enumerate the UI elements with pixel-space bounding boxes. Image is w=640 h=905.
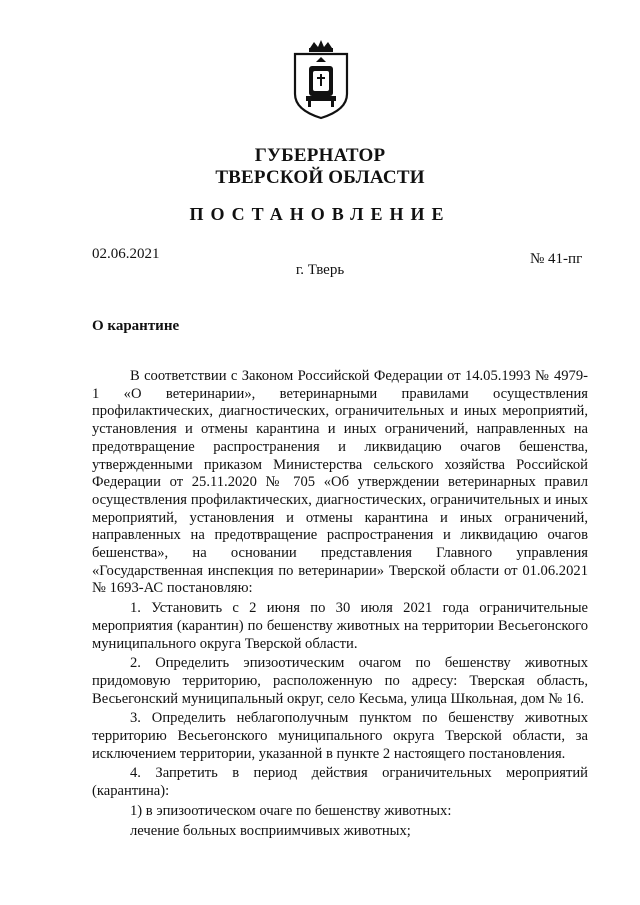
clause-2: 2. Определить эпизоотическим очагом по бешенству животных придомовую территорию, расположенную по адресу: Тверская область, Весьегонский муниципальный округ, село Кесьма, улица Школьная, дом № 16. [92, 655, 588, 707]
document-body [92, 368, 588, 840]
preamble-paragraph: В соответствии с Законом Российской Федерации от 14.05.1993 № 4979-1 «О ветеринарии», ветеринарными правилами осуществления профилактических, диагностических, ограничительных и иных мероприятий, установления и отмены карантина и иных ограничений, направленных на предотвращение распространения и ликвидацию очагов бешенства, утвержденными приказом Министерства сельского хозяйства Российской Федерации от 25.11.2020 № 705 «Об утверждении ветеринарных правил осуществления профилактических, диагностических, ограничительных и иных мероприятий, установления и отмены карантина и иных ограничений, направленных на предотвращение распространения и ликвидацию очагов бешенства», на основании представления Главного управления «Государственная инспекция по ветеринарии» Тверской области от 01.06.2021 № 1693-АС постановляю: [92, 368, 588, 597]
authority-title-line1: ГУБЕРНАТОР [254, 145, 386, 166]
coat-of-arms-emblem [292, 38, 350, 120]
document-date: 02.06.2021 [92, 246, 160, 262]
document-city: г. Тверь [295, 262, 345, 278]
authority-title-line2: ТВЕРСКОЙ ОБЛАСТИ [215, 167, 425, 188]
subclause-4-1: 1) в эпизоотическом очаге по бешенству животных: [130, 802, 452, 819]
subclause-4-1-item: лечение больных восприимчивых животных; [130, 822, 411, 839]
clause-4: 4. Запретить в период действия ограничительных мероприятий (карантина): [92, 765, 588, 800]
document-type-heading: ПОСТАНОВЛЕНИЕ [189, 204, 451, 224]
clause-3: 3. Определить неблагополучным пунктом по бешенству животных территорию Весьегонского муниципального округа Тверской области, за исключением территории, указанной в пункте 2 настоящего постановления. [92, 710, 588, 762]
document-subject: О карантине [92, 318, 180, 334]
clause-1: 1. Установить с 2 июня по 30 июля 2021 года ограничительные мероприятия (карантин) по бешенству животных на территории Весьегонского муниципального округа Тверской области. [92, 600, 588, 652]
document-number: № 41-пг [530, 251, 583, 267]
